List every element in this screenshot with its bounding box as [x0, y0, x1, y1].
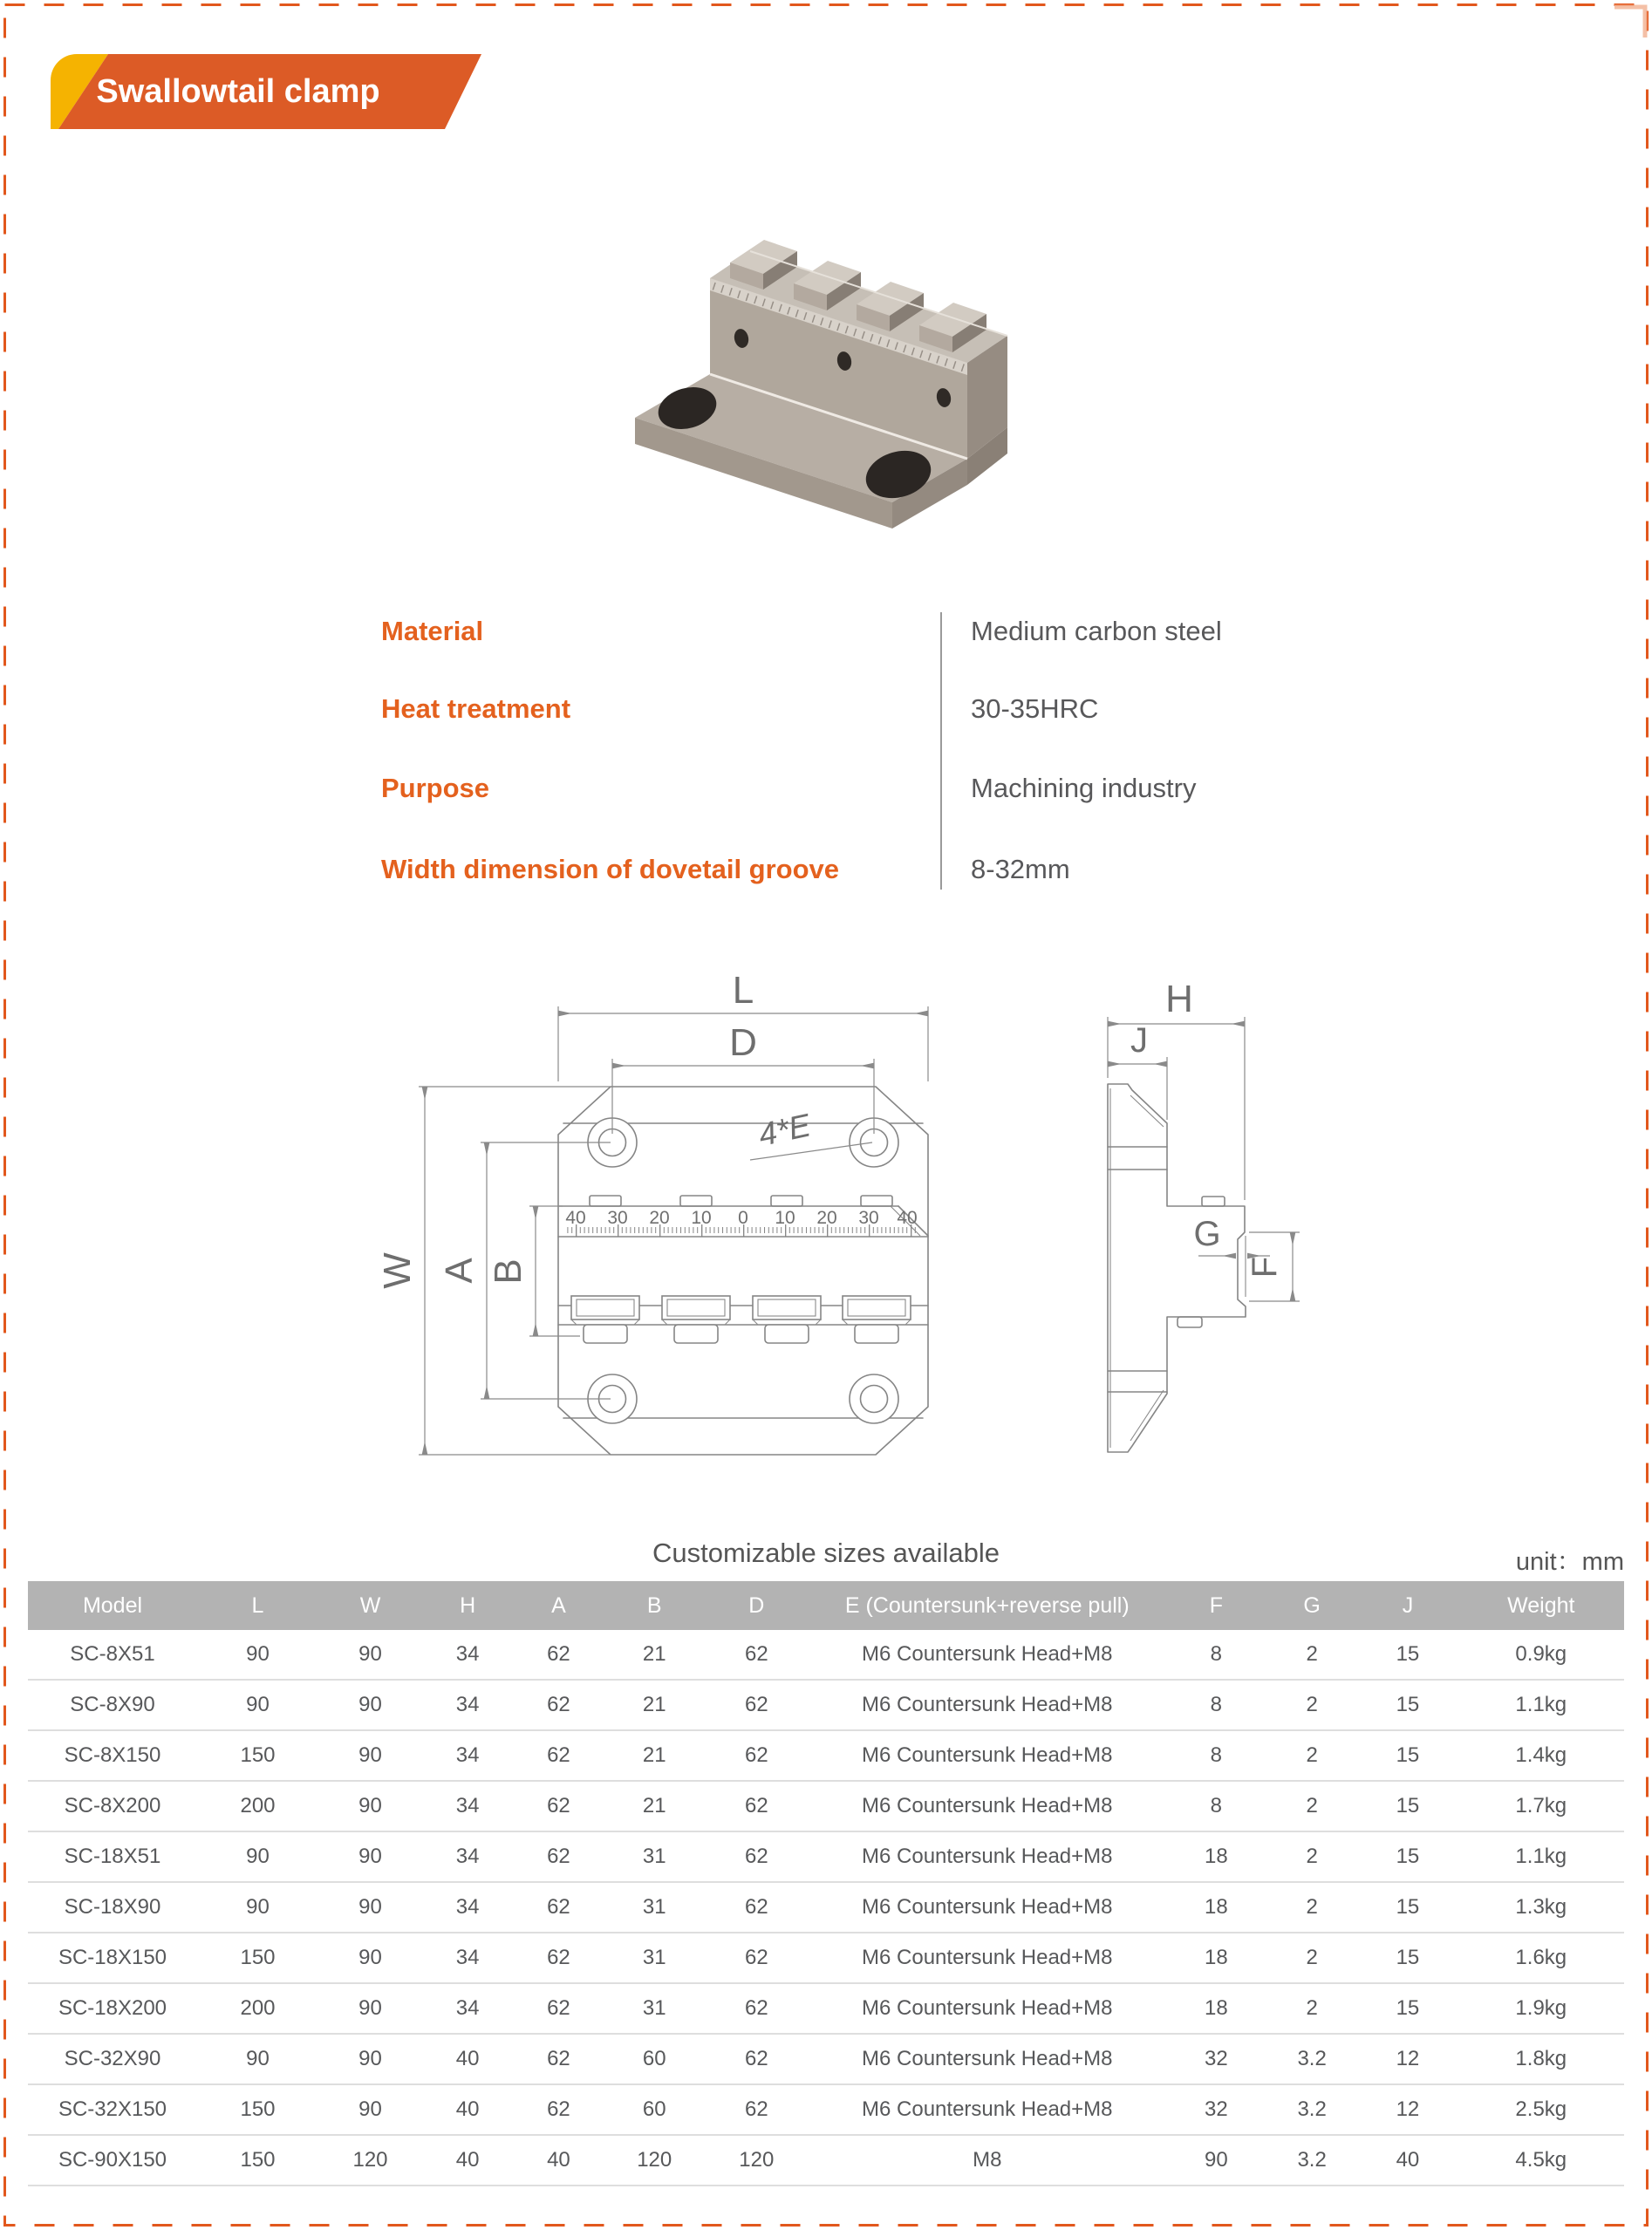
- table-cell: 18: [1166, 1933, 1266, 1983]
- table-cell: 62: [705, 1781, 809, 1831]
- table-cell: 62: [705, 1630, 809, 1680]
- dim-label-L: L: [732, 969, 754, 1012]
- table-cell: 1.1kg: [1458, 1831, 1624, 1882]
- table-cell: 3.2: [1266, 2084, 1357, 2135]
- table-cell: M6 Countersunk Head+M8: [809, 1781, 1166, 1831]
- spec-value-material: Medium carbon steel: [971, 616, 1222, 646]
- table-cell: 12: [1357, 2034, 1457, 2084]
- column-header: Weight: [1458, 1581, 1624, 1630]
- spec-label-heat-treatment: Heat treatment: [381, 693, 571, 724]
- table-row: [28, 2135, 1624, 2186]
- dim-label-W: W: [376, 1252, 419, 1289]
- table-cell: 90: [318, 1730, 422, 1781]
- table-row: [28, 1630, 1624, 1680]
- table-cell: 62: [705, 1680, 809, 1730]
- table-cell: 1.4kg: [1458, 1730, 1624, 1781]
- table-cell: SC-18X150: [28, 1933, 197, 1983]
- table-row: [28, 2034, 1624, 2084]
- table-cell: 4.5kg: [1458, 2135, 1624, 2186]
- table-cell: 1.7kg: [1458, 1781, 1624, 1831]
- table-cell: 200: [197, 1781, 318, 1831]
- column-header: F: [1166, 1581, 1266, 1630]
- table-cell: 2: [1266, 1983, 1357, 2034]
- table-cell: M6 Countersunk Head+M8: [809, 1933, 1166, 1983]
- table-cell: 15: [1357, 1933, 1457, 1983]
- table-row: [28, 1882, 1624, 1933]
- table-cell: 90: [318, 1680, 422, 1730]
- table-cell: 34: [422, 1933, 513, 1983]
- table-cell: SC-8X200: [28, 1781, 197, 1831]
- table-cell: 2: [1266, 1933, 1357, 1983]
- table-cell: 32: [1166, 2034, 1266, 2084]
- banner: [51, 54, 481, 129]
- table-cell: 150: [197, 1933, 318, 1983]
- table-cell: 34: [422, 1680, 513, 1730]
- table-cell: 90: [197, 2034, 318, 2084]
- table-cell: 90: [318, 2034, 422, 2084]
- table-cell: 150: [197, 2084, 318, 2135]
- svg-text:30: 30: [858, 1208, 879, 1228]
- table-cell: 3.2: [1266, 2034, 1357, 2084]
- column-header: D: [705, 1581, 809, 1630]
- column-header: G: [1266, 1581, 1357, 1630]
- mounting-holes: [588, 1118, 898, 1423]
- table-cell: 31: [604, 1831, 705, 1882]
- table-cell: M6 Countersunk Head+M8: [809, 1680, 1166, 1730]
- table-cell: 62: [513, 1730, 604, 1781]
- table-cell: 34: [422, 1781, 513, 1831]
- table-cell: SC-8X150: [28, 1730, 197, 1781]
- table-cell: 90: [318, 2084, 422, 2135]
- spec-label-material: Material: [381, 616, 484, 646]
- svg-text:40: 40: [897, 1208, 918, 1228]
- technical-drawing: [331, 959, 1361, 1526]
- table-cell: 62: [705, 1933, 809, 1983]
- table-cell: 15: [1357, 1630, 1457, 1680]
- table-cell: 0.9kg: [1458, 1630, 1624, 1680]
- table-cell: 90: [318, 1983, 422, 2034]
- table-unit: unit：mm: [1515, 1548, 1624, 1576]
- table-cell: 62: [513, 1680, 604, 1730]
- jaw-blocks: [571, 1296, 911, 1343]
- table-cell: SC-90X150: [28, 2135, 197, 2186]
- table-cell: 62: [513, 2084, 604, 2135]
- svg-text:20: 20: [649, 1208, 670, 1228]
- table-cell: 200: [197, 1983, 318, 2034]
- table-cell: 21: [604, 1680, 705, 1730]
- product-photo: [611, 199, 1029, 530]
- table-cell: 150: [197, 2135, 318, 2186]
- table-cell: 62: [513, 1983, 604, 2034]
- column-header: W: [318, 1581, 422, 1630]
- table-cell: 40: [1357, 2135, 1457, 2186]
- spec-value-purpose: Machining industry: [971, 773, 1197, 803]
- table-cell: 90: [1166, 2135, 1266, 2186]
- table-cell: 62: [513, 1933, 604, 1983]
- table-cell: 21: [604, 1630, 705, 1680]
- side-view: [1108, 978, 1300, 1452]
- table-cell: 1.6kg: [1458, 1933, 1624, 1983]
- table-cell: 15: [1357, 1781, 1457, 1831]
- table-cell: M6 Countersunk Head+M8: [809, 2034, 1166, 2084]
- dim-label-G: G: [1193, 1215, 1221, 1253]
- table-cell: 21: [604, 1730, 705, 1781]
- table-cell: 2.5kg: [1458, 2084, 1624, 2135]
- table-row: [28, 1680, 1624, 1730]
- table-cell: 2: [1266, 1730, 1357, 1781]
- svg-text:10: 10: [775, 1208, 795, 1228]
- table-cell: 34: [422, 1983, 513, 2034]
- svg-text:0: 0: [738, 1208, 748, 1228]
- table-row: [28, 1831, 1624, 1882]
- table-cell: 1.1kg: [1458, 1680, 1624, 1730]
- table-header-row: [28, 1581, 1624, 1630]
- table-cell: 34: [422, 1730, 513, 1781]
- column-header: E (Countersunk+reverse pull): [809, 1581, 1166, 1630]
- table-cell: 2: [1266, 1630, 1357, 1680]
- table-cell: 120: [318, 2135, 422, 2186]
- column-header: Model: [28, 1581, 197, 1630]
- table-cell: 31: [604, 1882, 705, 1933]
- table-cell: 34: [422, 1831, 513, 1882]
- table-cell: 2: [1266, 1680, 1357, 1730]
- table-cell: 62: [513, 1630, 604, 1680]
- table-cell: 90: [318, 1781, 422, 1831]
- table-cell: 8: [1166, 1730, 1266, 1781]
- ruler-tabs: [590, 1196, 892, 1206]
- spec-value-groove-width: 8-32mm: [971, 854, 1070, 884]
- column-header: J: [1357, 1581, 1457, 1630]
- svg-text:20: 20: [816, 1208, 837, 1228]
- table-cell: 62: [513, 2034, 604, 2084]
- table-row: [28, 2084, 1624, 2135]
- table-cell: 8: [1166, 1680, 1266, 1730]
- table-row: [28, 1781, 1624, 1831]
- table-cell: 31: [604, 1983, 705, 2034]
- table-cell: 90: [197, 1680, 318, 1730]
- svg-text:30: 30: [607, 1208, 628, 1228]
- size-table-body: [28, 1630, 1624, 2186]
- table-cell: 15: [1357, 1983, 1457, 2034]
- table-cell: 2: [1266, 1781, 1357, 1831]
- column-header: B: [604, 1581, 705, 1630]
- table-cell: 62: [705, 1730, 809, 1781]
- table-cell: M6 Countersunk Head+M8: [809, 1730, 1166, 1781]
- dim-label-J: J: [1130, 1021, 1148, 1060]
- table-cell: 8: [1166, 1781, 1266, 1831]
- table-cell: M6 Countersunk Head+M8: [809, 2084, 1166, 2135]
- side-dimensions: [1108, 978, 1300, 1301]
- table-cell: 90: [318, 1933, 422, 1983]
- table-cell: 12: [1357, 2084, 1457, 2135]
- sizes-table: [28, 1581, 1624, 2186]
- dim-label-F: F: [1246, 1256, 1284, 1279]
- table-cell: SC-32X90: [28, 2034, 197, 2084]
- table-cell: 90: [318, 1882, 422, 1933]
- table-cell: 60: [604, 2034, 705, 2084]
- table-cell: M8: [809, 2135, 1166, 2186]
- column-header: A: [513, 1581, 604, 1630]
- table-cell: 31: [604, 1933, 705, 1983]
- table-row: [28, 1933, 1624, 1983]
- dim-label-A: A: [438, 1258, 481, 1284]
- table-cell: 40: [513, 2135, 604, 2186]
- table-cell: 90: [197, 1630, 318, 1680]
- spec-value-heat-treatment: 30-35HRC: [971, 693, 1099, 724]
- table-cell: M6 Countersunk Head+M8: [809, 1630, 1166, 1680]
- table-cell: SC-8X90: [28, 1680, 197, 1730]
- table-title: Customizable sizes available: [652, 1538, 1000, 1568]
- banner-title: Swallowtail clamp: [96, 73, 380, 110]
- table-cell: 18: [1166, 1983, 1266, 2034]
- table-cell: 62: [705, 2084, 809, 2135]
- table-cell: 90: [318, 1630, 422, 1680]
- table-cell: 90: [318, 1831, 422, 1882]
- table-cell: SC-32X150: [28, 2084, 197, 2135]
- column-header: L: [197, 1581, 318, 1630]
- table-cell: 1.9kg: [1458, 1983, 1624, 2034]
- table-cell: 21: [604, 1781, 705, 1831]
- table-cell: 62: [705, 1983, 809, 2034]
- table-cell: 40: [422, 2084, 513, 2135]
- table-cell: 2: [1266, 1831, 1357, 1882]
- corner-mark: [1614, 7, 1645, 38]
- table-cell: 3.2: [1266, 2135, 1357, 2186]
- table-row: [28, 1730, 1624, 1781]
- dim-label-B: B: [487, 1258, 529, 1285]
- dim-label-4E: 4*E: [754, 1107, 814, 1154]
- table-cell: 18: [1166, 1831, 1266, 1882]
- table-cell: 62: [513, 1781, 604, 1831]
- table-cell: M6 Countersunk Head+M8: [809, 1882, 1166, 1933]
- svg-text:40: 40: [565, 1208, 586, 1228]
- spec-divider: [940, 612, 942, 890]
- table-cell: 34: [422, 1630, 513, 1680]
- table-row: [28, 1983, 1624, 2034]
- table-cell: 8: [1166, 1630, 1266, 1680]
- table-cell: M6 Countersunk Head+M8: [809, 1983, 1166, 2034]
- table-cell: 1.3kg: [1458, 1882, 1624, 1933]
- table-cell: 40: [422, 2135, 513, 2186]
- table-cell: 120: [604, 2135, 705, 2186]
- table-cell: 32: [1166, 2084, 1266, 2135]
- table-cell: 15: [1357, 1882, 1457, 1933]
- table-cell: 15: [1357, 1730, 1457, 1781]
- spec-label-purpose: Purpose: [381, 773, 490, 803]
- svg-text:10: 10: [691, 1208, 712, 1228]
- table-cell: 34: [422, 1882, 513, 1933]
- table-cell: 62: [705, 1882, 809, 1933]
- ruler-numbers: [565, 1208, 917, 1228]
- table-cell: 90: [197, 1831, 318, 1882]
- table-cell: M6 Countersunk Head+M8: [809, 1831, 1166, 1882]
- table-cell: 18: [1166, 1882, 1266, 1933]
- table-cell: 62: [705, 2034, 809, 2084]
- table-cell: 62: [705, 1831, 809, 1882]
- table-cell: 15: [1357, 1831, 1457, 1882]
- table-cell: SC-18X200: [28, 1983, 197, 2034]
- table-cell: 15: [1357, 1680, 1457, 1730]
- table-cell: 62: [513, 1882, 604, 1933]
- table-cell: SC-18X90: [28, 1882, 197, 1933]
- table-cell: SC-18X51: [28, 1831, 197, 1882]
- front-view: [376, 969, 928, 1455]
- spec-label-groove-width: Width dimension of dovetail groove: [381, 854, 840, 884]
- table-cell: 150: [197, 1730, 318, 1781]
- table-cell: 60: [604, 2084, 705, 2135]
- table-cell: 1.8kg: [1458, 2034, 1624, 2084]
- dim-label-H: H: [1165, 978, 1193, 1020]
- table-cell: 90: [197, 1882, 318, 1933]
- table-cell: 2: [1266, 1882, 1357, 1933]
- column-header: H: [422, 1581, 513, 1630]
- table-cell: SC-8X51: [28, 1630, 197, 1680]
- table-cell: 62: [513, 1831, 604, 1882]
- table-cell: 40: [422, 2034, 513, 2084]
- dim-label-D: D: [729, 1021, 757, 1064]
- table-cell: 120: [705, 2135, 809, 2186]
